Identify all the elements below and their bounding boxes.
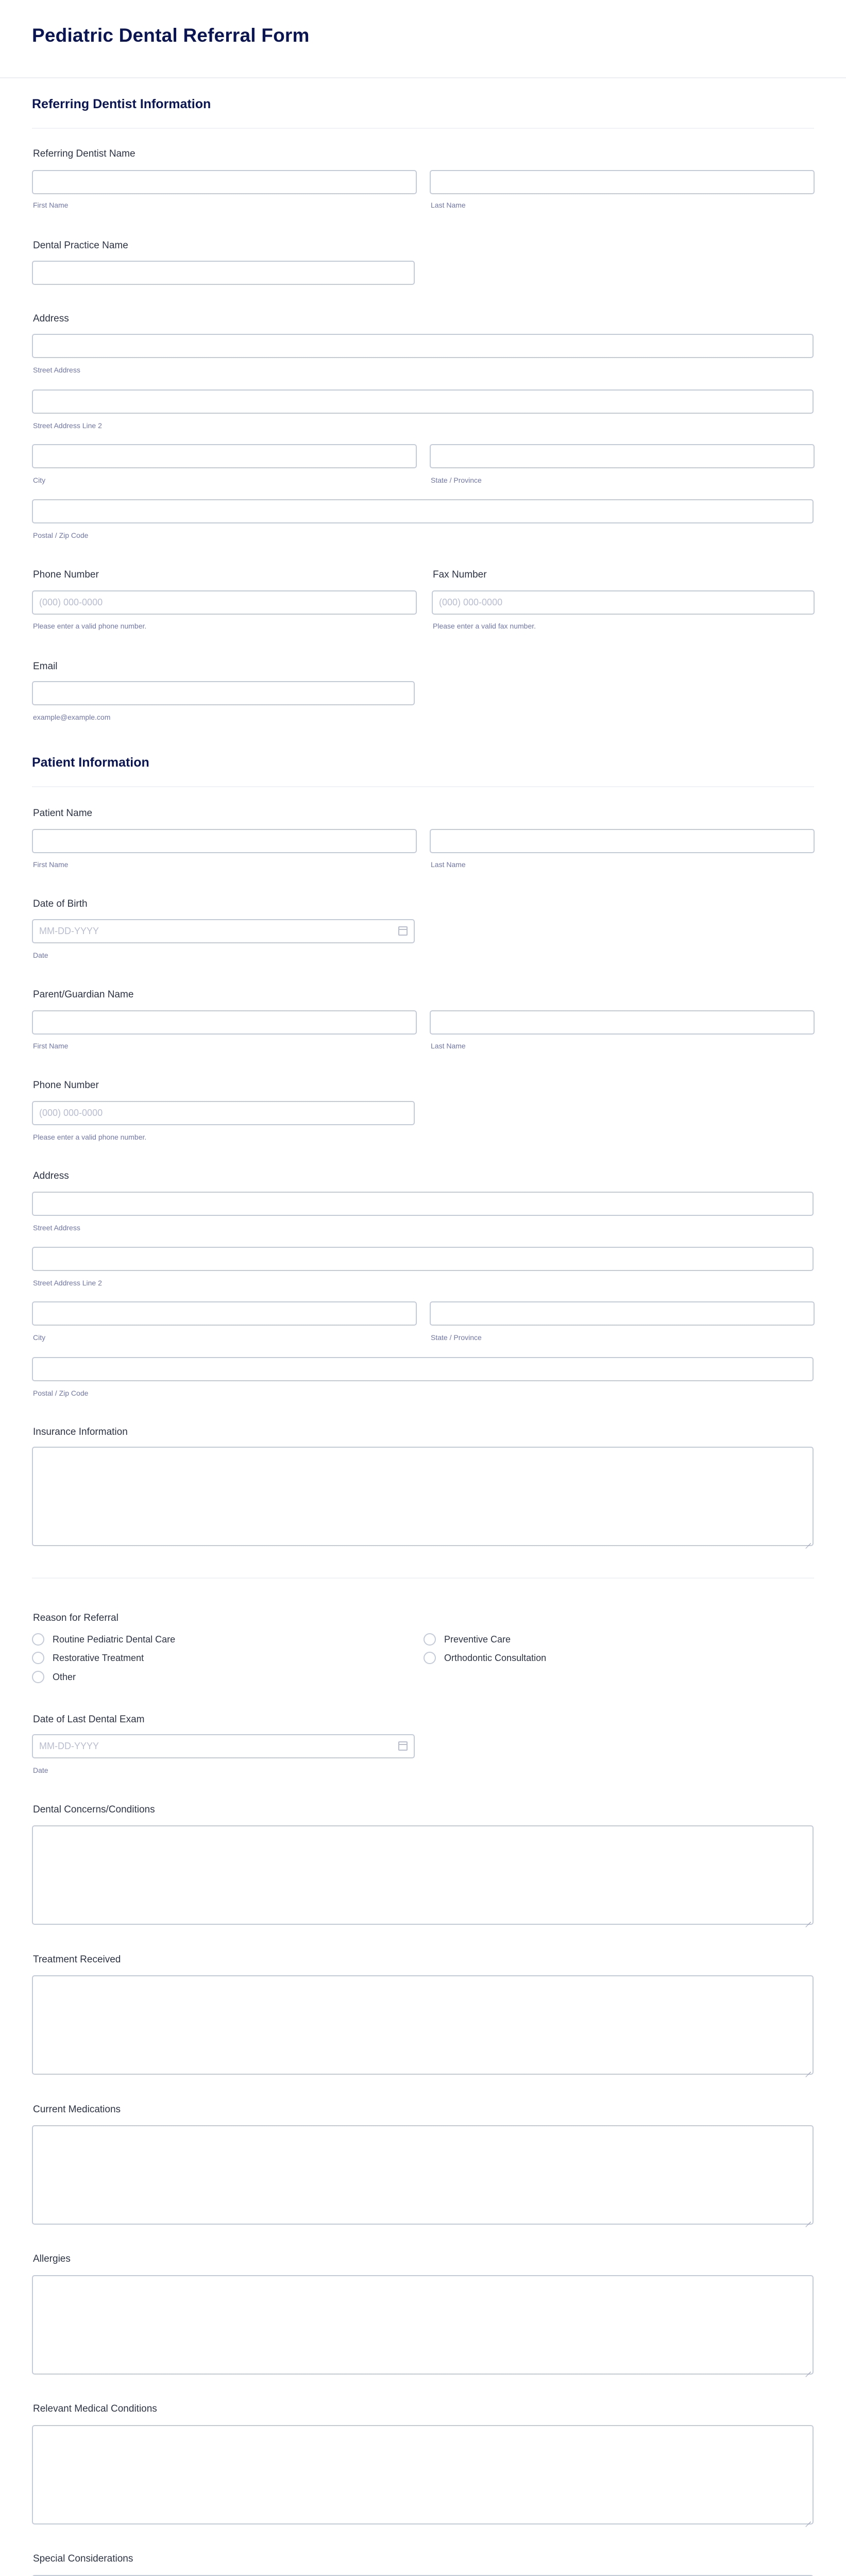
section-divider — [32, 786, 814, 787]
last-name-sublabel: Last Name — [431, 201, 466, 209]
referring-name-label: Referring Dentist Name — [33, 148, 136, 159]
street-sublabel: Street Address — [33, 366, 80, 374]
last-name-sublabel: Last Name — [431, 860, 466, 869]
first-name-sublabel: First Name — [33, 1042, 69, 1050]
phone-hint: Please enter a valid phone number. — [33, 622, 147, 630]
resize-handle[interactable] — [805, 2066, 811, 2072]
treatment-textarea[interactable] — [32, 1975, 814, 2075]
patient-first-name-input[interactable] — [32, 829, 417, 853]
dob-input[interactable] — [32, 919, 415, 943]
state-sublabel: State / Province — [431, 1333, 482, 1342]
reason-option-label: Preventive Care — [444, 1634, 511, 1645]
fax-placeholder: (000) 000-0000 — [439, 597, 503, 607]
guardian-name-label: Parent/Guardian Name — [33, 989, 134, 1000]
referring-phone-label: Phone Number — [33, 569, 99, 580]
referring-state-input[interactable] — [430, 444, 815, 468]
concerns-label: Dental Concerns/Conditions — [33, 1804, 155, 1815]
referring-last-name-input[interactable] — [430, 170, 815, 194]
treatment-label: Treatment Received — [33, 1954, 121, 1965]
allergies-textarea[interactable] — [32, 2275, 814, 2375]
city-sublabel: City — [33, 1333, 46, 1342]
patient-phone-label: Phone Number — [33, 1080, 99, 1091]
fax-label: Fax Number — [433, 569, 487, 580]
patient-city-input[interactable] — [32, 1301, 417, 1326]
phone-placeholder: (000) 000-0000 — [39, 597, 103, 607]
radio-button[interactable] — [424, 1633, 436, 1646]
last-exam-input[interactable] — [32, 1734, 415, 1758]
radio-button[interactable] — [424, 1652, 436, 1664]
street2-sublabel: Street Address Line 2 — [33, 1279, 102, 1287]
medications-textarea[interactable] — [32, 2125, 814, 2225]
resize-handle[interactable] — [805, 2516, 811, 2522]
resize-handle[interactable] — [805, 1537, 811, 1544]
street-sublabel: Street Address — [33, 1224, 80, 1232]
referring-phone-input[interactable] — [32, 590, 417, 615]
medical-conditions-label: Relevant Medical Conditions — [33, 2403, 157, 2414]
section-title-referring: Referring Dentist Information — [32, 97, 211, 111]
radio-button[interactable] — [32, 1652, 44, 1664]
reason-option[interactable] — [32, 1633, 175, 1646]
last-exam-hint: Date — [33, 1766, 48, 1774]
section-title-patient: Patient Information — [32, 755, 149, 770]
form-header — [0, 0, 846, 78]
patient-zip-input[interactable] — [32, 1357, 814, 1381]
dob-label: Date of Birth — [33, 899, 88, 909]
zip-sublabel: Postal / Zip Code — [33, 1389, 89, 1397]
reason-option-label: Orthodontic Consultation — [444, 1652, 547, 1663]
insurance-label: Insurance Information — [33, 1427, 128, 1437]
guardian-first-name-input[interactable] — [32, 1010, 417, 1035]
patient-street-input[interactable] — [32, 1192, 814, 1216]
city-sublabel: City — [33, 476, 46, 484]
fax-hint: Please enter a valid fax number. — [433, 622, 536, 630]
email-input[interactable] — [32, 681, 415, 705]
patient-street2-input[interactable] — [32, 1247, 814, 1271]
practice-name-input[interactable] — [32, 261, 415, 285]
reason-option[interactable] — [424, 1633, 511, 1646]
email-label: Email — [33, 661, 58, 672]
form-title: Pediatric Dental Referral Form — [32, 25, 310, 46]
referring-street2-input[interactable] — [32, 389, 814, 414]
patient-last-name-input[interactable] — [430, 829, 815, 853]
reason-option-label: Restorative Treatment — [53, 1652, 144, 1663]
email-hint: example@example.com — [33, 713, 111, 721]
patient-phone-input[interactable] — [32, 1101, 415, 1125]
radio-button[interactable] — [32, 1633, 44, 1646]
reason-label: Reason for Referral — [33, 1613, 119, 1623]
guardian-last-name-input[interactable] — [430, 1010, 815, 1035]
last-name-sublabel: Last Name — [431, 1042, 466, 1050]
patient-address-label: Address — [33, 1171, 69, 1181]
state-sublabel: State / Province — [431, 476, 482, 484]
practice-name-label: Dental Practice Name — [33, 240, 128, 251]
referring-city-input[interactable] — [32, 444, 417, 468]
last-exam-placeholder: MM-DD-YYYY — [39, 1741, 99, 1751]
referring-zip-input[interactable] — [32, 499, 814, 523]
dob-placeholder: MM-DD-YYYY — [39, 926, 99, 936]
resize-handle[interactable] — [805, 2216, 811, 2222]
dob-hint: Date — [33, 951, 48, 959]
patient-name-label: Patient Name — [33, 808, 93, 819]
section-divider — [32, 1578, 814, 1579]
section-divider — [32, 128, 814, 129]
phone-hint: Please enter a valid phone number. — [33, 1133, 147, 1141]
calendar-icon[interactable] — [398, 1741, 408, 1751]
medications-label: Current Medications — [33, 2104, 121, 2115]
fax-input[interactable] — [432, 590, 815, 615]
referring-first-name-input[interactable] — [32, 170, 417, 194]
reason-option-label: Routine Pediatric Dental Care — [53, 1634, 176, 1645]
resize-handle[interactable] — [805, 2366, 811, 2372]
medical-conditions-textarea[interactable] — [32, 2425, 814, 2524]
reason-option[interactable] — [32, 1671, 76, 1683]
insurance-textarea[interactable] — [32, 1447, 814, 1546]
special-considerations-label: Special Considerations — [33, 2553, 133, 2564]
zip-sublabel: Postal / Zip Code — [33, 531, 89, 539]
last-exam-label: Date of Last Dental Exam — [33, 1714, 145, 1725]
radio-button[interactable] — [32, 1671, 44, 1683]
street2-sublabel: Street Address Line 2 — [33, 421, 102, 430]
first-name-sublabel: First Name — [33, 201, 69, 209]
reason-option[interactable] — [424, 1652, 546, 1664]
first-name-sublabel: First Name — [33, 860, 69, 869]
referring-address-label: Address — [33, 313, 69, 324]
patient-state-input[interactable] — [430, 1301, 815, 1326]
reason-option[interactable] — [32, 1652, 144, 1664]
calendar-icon[interactable] — [398, 926, 408, 936]
phone-placeholder: (000) 000-0000 — [39, 1108, 103, 1118]
allergies-label: Allergies — [33, 2253, 71, 2264]
resize-handle[interactable] — [805, 1916, 811, 1922]
referring-street-input[interactable] — [32, 334, 814, 358]
concerns-textarea[interactable] — [32, 1825, 814, 1925]
reason-option-label: Other — [53, 1671, 76, 1682]
